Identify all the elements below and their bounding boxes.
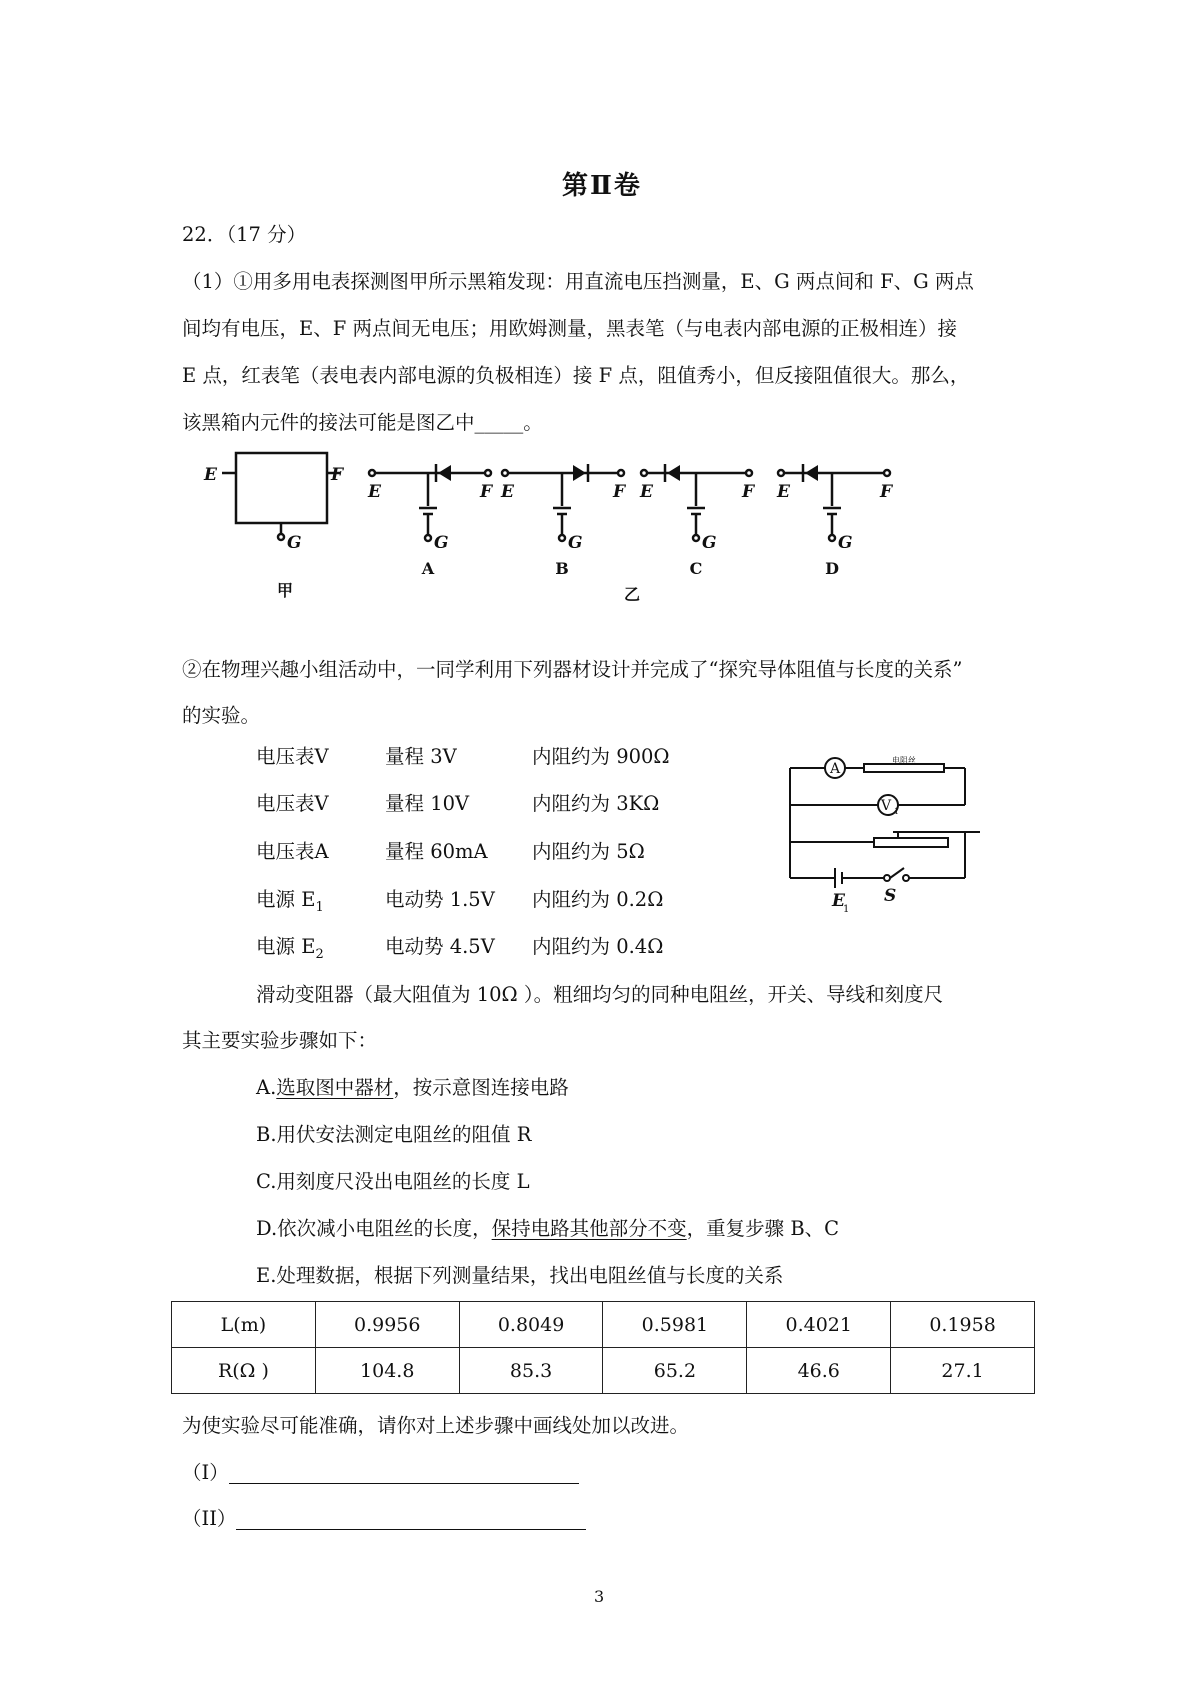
equip-1-resistance: 内阻约为 900Ω [532, 745, 670, 768]
equip-1-range: 量程 3V [385, 745, 457, 768]
table-cell: 65.2 [603, 1348, 747, 1394]
table-cell: 85.3 [459, 1348, 603, 1394]
equip-4-name: 电源 $E_1$ [256, 888, 324, 915]
measurement-table [171, 1301, 1035, 1394]
part1-line-1: （1）①用多用电表探测图甲所示黑箱发现：用直流电压挡测量，E、G 两点间和 F、G 两点 [182, 270, 974, 293]
table-row [172, 1348, 1035, 1394]
d-label-f: F [880, 482, 893, 502]
box-label-g: G [287, 533, 302, 553]
circuit-diagram [780, 748, 980, 918]
answer-blank-1[interactable] [229, 1461, 579, 1484]
c-label-g: G [702, 533, 717, 553]
equip-3-name: 电压表A [256, 840, 329, 863]
part2-line-2: 的实验。 [182, 704, 261, 727]
box-label-f: F [331, 465, 344, 485]
option-b-caption: B [555, 559, 569, 578]
steps-intro: 其主要实验步骤如下： [182, 1029, 378, 1052]
equip-5-range: 电动势 4.5V [385, 935, 495, 958]
table-cell: 0.8049 [459, 1302, 603, 1348]
figure-blackbox-options [200, 448, 940, 608]
option-c-caption: C [689, 559, 703, 578]
table-cell: 0.9956 [315, 1302, 459, 1348]
answer-blank-2[interactable] [236, 1507, 586, 1530]
step-b: B.用伏安法测定电阻丝的阻值 R [256, 1123, 532, 1146]
table-cell: 0.1958 [891, 1302, 1035, 1348]
equip-1-name: 电压表V [256, 745, 329, 768]
a-label-g: G [434, 533, 449, 553]
voltmeter-sub: 1 [894, 807, 900, 816]
switch-label: S [884, 886, 897, 906]
part2-line-1: ②在物理兴趣小组活动中，一同学利用下列器材设计并完成了“探究导体阻值与长度的关系” [182, 658, 963, 681]
part1-line-4: 该黑箱内元件的接法可能是图乙中_____。 [182, 411, 543, 434]
wire-label: 电阻丝 [892, 756, 916, 765]
source-sub: 1 [843, 904, 850, 915]
b-label-f: F [613, 482, 626, 502]
equip-4-range: 电动势 1.5V [385, 888, 495, 911]
table-cell: 46.6 [747, 1348, 891, 1394]
step-a-underlined: 选取图中器材 [276, 1076, 394, 1099]
step-c: C.用刻度尺没出电阻丝的长度 L [256, 1170, 530, 1193]
equip-3-range: 量程 60mA [385, 840, 488, 863]
rheostat [874, 838, 948, 847]
equip-5-resistance: 内阻约为 0.4Ω [532, 935, 664, 958]
d-label-e: E [777, 482, 790, 502]
table-cell: 27.1 [891, 1348, 1035, 1394]
answer-line-1: （I） [182, 1461, 579, 1484]
b-label-g: G [568, 533, 583, 553]
page-number: 3 [594, 1587, 605, 1606]
ammeter-label: A [829, 761, 841, 777]
c-label-e: E [640, 482, 653, 502]
source-label: E [832, 891, 845, 911]
equip-4-resistance: 内阻约为 0.2Ω [532, 888, 664, 911]
c-label-f: F [742, 482, 755, 502]
equip-2-name: 电压表V [256, 792, 329, 815]
section-title: 第Ⅱ卷 [562, 171, 642, 201]
d-label-g: G [838, 533, 853, 553]
a-label-e: E [368, 482, 381, 502]
equip-3-resistance: 内阻约为 5Ω [532, 840, 645, 863]
step-d-underlined: 保持电路其他部分不变 [491, 1217, 687, 1240]
a-label-f: F [480, 482, 493, 502]
option-a-caption: A [421, 559, 435, 578]
table-cell: 104.8 [315, 1348, 459, 1394]
b-label-e: E [501, 482, 514, 502]
box-label-e: E [204, 465, 217, 485]
option-d-caption: D [825, 559, 839, 578]
part1-line-3: E 点，红表笔（表电表内部电源的负极相连）接 F 点，阻值秀小，但反接阻值很大。那么， [182, 364, 970, 387]
step-e: E.处理数据，根据下列测量结果，找出电阻丝值与长度的关系 [256, 1264, 784, 1287]
table-cell: 0.4021 [747, 1302, 891, 1348]
step-d: D.依次减小电阻丝的长度，保持电路其他部分不变，重复步骤 B、C [256, 1217, 840, 1240]
table-row [172, 1302, 1035, 1348]
answer-line-2: （II） [182, 1507, 586, 1530]
table-cell: 0.5981 [603, 1302, 747, 1348]
rheostat-line: 滑动变阻器（最大阻值为 10Ω ）。粗细均匀的同种电阻丝，开关、导线和刻度尺 [256, 983, 944, 1006]
resistance-wire [864, 764, 944, 772]
blackbox-rect [236, 453, 327, 523]
box-caption: 甲 [276, 581, 294, 600]
improve-prompt: 为使实验尽可能准确，请你对上述步骤中画线处加以改进。 [182, 1414, 690, 1437]
equip-5-name: 电源 $E_2$ [256, 935, 324, 962]
question-number: 22．（17 分） [182, 223, 307, 246]
equip-2-range: 量程 10V [385, 792, 470, 815]
step-a: A.选取图中器材，按示意图连接电路 [256, 1076, 569, 1099]
part1-line-2: 间均有电压，E、F 两点间无电压；用欧姆测量，黑表笔（与电表内部电源的正极相连）接 [182, 317, 957, 340]
equip-2-resistance: 内阻约为 3KΩ [532, 792, 660, 815]
voltmeter-label: V [880, 798, 892, 814]
group-caption: 乙 [623, 585, 641, 604]
table-header-r: R(Ω ) [172, 1348, 316, 1394]
table-header-l: L(m) [172, 1302, 316, 1348]
